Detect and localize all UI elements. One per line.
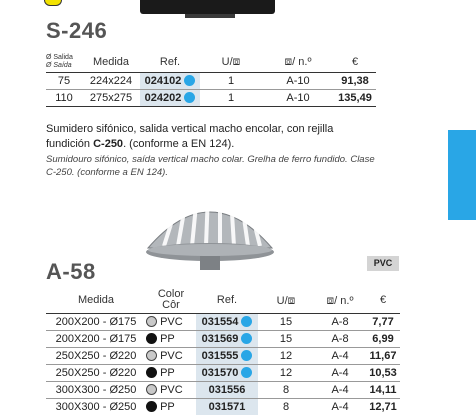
cell-color	[146, 381, 196, 398]
cell-material: PVC	[160, 315, 183, 328]
cell-ref	[196, 381, 258, 398]
cell-salida: 110	[55, 91, 73, 104]
cell-price: 10,53	[369, 366, 397, 379]
cell-ref	[140, 72, 200, 89]
cell-ref	[140, 89, 200, 106]
product-title-s246: S-246	[46, 18, 108, 43]
cell-salida: 75	[57, 74, 71, 87]
col-units	[200, 52, 262, 72]
col-color-pt: Côr	[162, 299, 180, 312]
cell-material: PP	[160, 366, 175, 379]
cell-price: 7,77	[372, 315, 394, 328]
cell-color	[146, 330, 196, 347]
ref-code[interactable]: 031571	[208, 400, 246, 413]
a58-header-row	[46, 288, 400, 313]
cell-units: 12	[279, 366, 293, 379]
cell-material: PP	[160, 332, 175, 345]
col-units-label: U/	[276, 294, 288, 307]
cell-box: A-8	[331, 332, 349, 345]
col-price: €	[379, 294, 387, 307]
box-icon: ⧈	[232, 54, 241, 69]
grey-color-swatch-icon	[146, 316, 157, 327]
ref-code[interactable]: 031569	[201, 332, 239, 345]
black-color-swatch-icon	[146, 401, 157, 412]
a58-table	[46, 288, 400, 415]
cell-box: A-4	[331, 349, 349, 362]
col-units	[258, 288, 314, 313]
cell-medida: 200X200 - Ø175	[55, 332, 137, 345]
col-ref: Ref.	[216, 294, 238, 307]
cell-medida: 224x224	[89, 74, 133, 87]
cell-medida: 200X200 - Ø175	[55, 315, 137, 328]
col-box-label: / n.º	[334, 294, 354, 307]
black-color-swatch-icon	[146, 333, 157, 344]
cell-units: 8	[282, 400, 290, 413]
cell-price: 6,99	[372, 332, 394, 345]
table-row	[46, 72, 376, 89]
cell-medida: 275x275	[89, 91, 133, 104]
section-side-tab[interactable]	[448, 130, 476, 220]
table-row	[46, 364, 400, 381]
material-badge: PVC	[367, 256, 399, 271]
corner-badge	[44, 0, 62, 6]
col-box	[262, 52, 334, 72]
cell-color	[146, 398, 196, 415]
s246-table	[46, 52, 376, 107]
table-row	[46, 313, 400, 330]
cell-price: 91,38	[341, 74, 369, 87]
box-icon: ⧈	[284, 54, 293, 69]
description-class: C-250	[93, 138, 124, 150]
availability-dot-icon	[184, 75, 195, 86]
table-row	[46, 381, 400, 398]
cell-units: 15	[279, 332, 293, 345]
cell-price: 11,67	[369, 349, 397, 362]
cell-ref	[196, 364, 258, 381]
availability-dot-icon	[241, 316, 252, 327]
table-row	[46, 330, 400, 347]
ref-code[interactable]: 024102	[144, 74, 182, 87]
col-color	[146, 288, 196, 313]
col-salida-pt: Ø Saída	[46, 61, 72, 69]
cell-box: A-4	[331, 383, 349, 396]
cell-box: A-10	[286, 91, 310, 104]
box-icon: ⧈	[326, 292, 335, 307]
ref-code[interactable]: 031570	[201, 366, 239, 379]
cell-material: PVC	[160, 383, 183, 396]
drain-product-image	[140, 0, 275, 14]
cell-medida: 250X250 - Ø220	[55, 366, 137, 379]
cell-ref	[196, 398, 258, 415]
cell-box: A-8	[331, 315, 349, 328]
cell-price: 135,49	[338, 91, 372, 104]
cell-medida: 300X300 - Ø250	[55, 400, 137, 413]
grey-color-swatch-icon	[146, 384, 157, 395]
description-tail: . (conforme a EN 124).	[123, 138, 235, 150]
cell-units: 1	[227, 74, 235, 87]
col-box-label: / n.º	[292, 56, 312, 69]
col-color-es: Color	[157, 288, 185, 301]
table-row	[46, 347, 400, 364]
ref-code[interactable]: 024202	[144, 91, 182, 104]
ref-code[interactable]: 031555	[201, 349, 239, 362]
availability-dot-icon	[184, 92, 195, 103]
col-medida: Medida	[77, 294, 115, 307]
availability-dot-icon	[241, 333, 252, 344]
cell-ref	[196, 313, 258, 330]
col-salida-es: Ø Salida	[46, 53, 73, 61]
drain-product-image-base	[185, 14, 235, 18]
black-color-swatch-icon	[146, 367, 157, 378]
cell-medida: 300X300 - Ø250	[55, 383, 137, 396]
cell-units: 1	[227, 91, 235, 104]
cell-units: 8	[282, 383, 290, 396]
cell-box: A-10	[286, 74, 310, 87]
cell-units: 15	[279, 315, 293, 328]
cell-ref	[196, 347, 258, 364]
s246-description	[46, 122, 376, 152]
cell-medida: 250X250 - Ø220	[55, 349, 137, 362]
product-title-a58: A-58	[46, 259, 96, 284]
grate-product-image	[140, 182, 280, 272]
table-row	[46, 398, 400, 415]
col-box	[314, 288, 366, 313]
cell-material: PP	[160, 400, 175, 413]
s246-description-pt: Sumidouro sifónico, saída vertical macho colar. Grelha de ferro fundido. Clase C-250. (conforme a EN 124).	[46, 154, 375, 178]
grey-color-swatch-icon	[146, 350, 157, 361]
cell-box: A-4	[331, 400, 349, 413]
table-row	[46, 89, 376, 106]
availability-dot-icon	[241, 367, 252, 378]
col-medida: Medida	[92, 55, 130, 68]
cell-price: 14,11	[369, 383, 397, 396]
ref-code[interactable]: 031556	[208, 383, 246, 396]
ref-code[interactable]: 031554	[201, 315, 239, 328]
cell-units: 12	[279, 349, 293, 362]
cell-box: A-4	[331, 366, 349, 379]
cell-color	[146, 347, 196, 364]
cell-ref	[196, 330, 258, 347]
col-price: €	[351, 55, 359, 68]
cell-price: 12,71	[369, 400, 397, 413]
description-text: Sumidero sifónico, salida vertical macho encolar, con rejilla fundición	[46, 123, 334, 150]
cell-material: PVC	[160, 349, 183, 362]
col-units-label: U/	[221, 56, 233, 69]
s246-header-row	[46, 52, 376, 72]
col-salida	[46, 52, 82, 72]
box-icon: ⧈	[287, 292, 296, 307]
col-ref: Ref.	[159, 55, 181, 68]
cell-color	[146, 364, 196, 381]
availability-dot-icon	[241, 350, 252, 361]
cell-color	[146, 313, 196, 330]
